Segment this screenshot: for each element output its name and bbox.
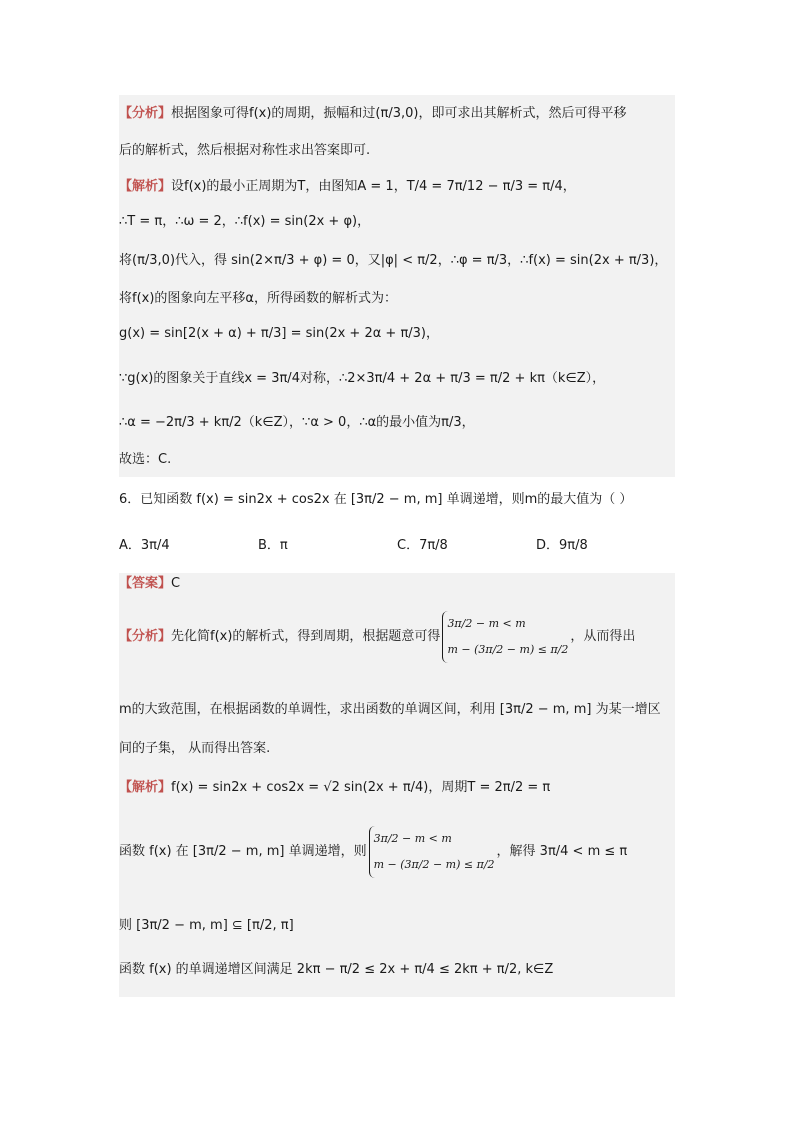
solution6-line4 — [119, 952, 553, 988]
answer6-value: C — [171, 576, 181, 591]
solution1-text6: ∵g(x)的图象关于直线x = 3π/4对称，∴2×3π/4 + 2α + π/3 = π/2 + kπ（k∈Z）， — [119, 371, 606, 386]
solution6-text3: 则 [3π/2 − m, m] ⊆ [π/2, π] — [119, 918, 294, 933]
solution6-text2a: 函数 f(x) 在 [3π/2 − m, m] 单调递增，则 — [119, 844, 367, 859]
analysis6-text1a: 先化简f(x)的解析式，得到周期，根据题意可得 — [171, 629, 441, 644]
analysis6-line1 — [119, 605, 635, 669]
inequality-system — [442, 611, 568, 663]
analysis6-tag: 【分析】 — [119, 629, 172, 644]
option-a[interactable]: A．3π/4 — [119, 538, 170, 553]
solution1-text2: ∴T = π，∴ω = 2，∴f(x) = sin(2x + φ)， — [119, 214, 371, 229]
question6-text: 6．已知函数 f(x) = sin2x + cos2x 在 [3π/2 − m, m] 单调递增，则m的最大值为（ ） — [119, 492, 633, 507]
solution1-line7 — [119, 407, 475, 439]
solution6-tag: 【解析】 — [119, 780, 172, 795]
inequality-2: m − (3π/2 − m) ≤ π/2 — [373, 857, 495, 871]
solution1-text7: ∴α = −2π/3 + kπ/2（k∈Z），∵α > 0，∴α的最小值为π/3， — [119, 415, 475, 430]
analysis1-text2: 后的解析式，然后根据对称性求出答案即可. — [119, 143, 371, 158]
solution6-line2 — [119, 820, 627, 884]
solution6-text1: f(x) = sin2x + cos2x = √2 sin(2x + π/4)，周期T = 2π/2 = π — [171, 780, 551, 795]
option-c[interactable]: C．7π/8 — [397, 538, 448, 553]
analysis6-line2 — [119, 690, 661, 730]
solution6-text2b: ，解得 3π/4 < m ≤ π — [496, 844, 628, 859]
answer-tag: 【答案】 — [119, 576, 172, 591]
solution1-line5 — [119, 318, 439, 350]
solution-tag: 【解析】 — [119, 179, 172, 194]
analysis6-text1b: ，从而得出 — [570, 629, 636, 644]
solution1-text1: 设f(x)的最小正周期为T，由图知A = 1，T/4 = 7π/12 − π/3 = π/4， — [171, 179, 576, 194]
solution6-line3 — [119, 906, 294, 946]
analysis-tag: 【分析】 — [119, 106, 172, 121]
answer6-line — [119, 568, 180, 600]
analysis6-text2: m的大致范围，在根据函数的单调性，求出函数的单调区间，利用 [3π/2 − m, m] 为某一增区 — [119, 702, 661, 717]
inequality-2: m − (3π/2 − m) ≤ π/2 — [447, 642, 569, 656]
solution1-text5: g(x) = sin[2(x + α) + π/3] = sin(2x + 2α + π/3)， — [119, 326, 440, 341]
solution1-line8 — [119, 444, 171, 476]
solution1-text3: 将(π/3,0)代入，得 sin(2×π/3 + φ) = 0，又|φ| < π/2，∴φ = π/3，∴f(x) = sin(2x + π/3)， — [119, 253, 668, 268]
solution1-line4 — [119, 283, 397, 315]
option-b[interactable]: B．π — [258, 538, 288, 553]
solution6-text4: 函数 f(x) 的单调递增区间满足 2kπ − π/2 ≤ 2x + π/4 ≤ 2kπ + π/2, k∈Z — [119, 962, 554, 977]
solution6-line1 — [119, 770, 550, 806]
analysis1-line1 — [119, 98, 626, 130]
analysis1-text1: 根据图象可得f(x)的周期，振幅和过(π/3,0)，即可求出其解析式，然后可得平移 — [171, 106, 627, 121]
inequality-1: 3π/2 − m < m — [373, 831, 452, 845]
inequality-system — [369, 826, 495, 878]
solution1-line1 — [119, 171, 576, 203]
option-d[interactable]: D．9π/8 — [536, 538, 588, 553]
solution1-line2 — [119, 206, 370, 238]
solution1-text4: 将f(x)的图象向左平移α，所得函数的解析式为： — [119, 291, 397, 306]
analysis1-line2 — [119, 135, 370, 167]
solution1-text8: 故选：C. — [119, 452, 172, 467]
inequality-1: 3π/2 − m < m — [447, 616, 526, 630]
question6-stem — [119, 482, 632, 518]
solution1-line6 — [119, 363, 605, 395]
analysis6-text3: 间的子集， 从而得出答案. — [119, 741, 271, 756]
solution1-line3 — [119, 245, 667, 277]
analysis6-line3 — [119, 733, 270, 765]
